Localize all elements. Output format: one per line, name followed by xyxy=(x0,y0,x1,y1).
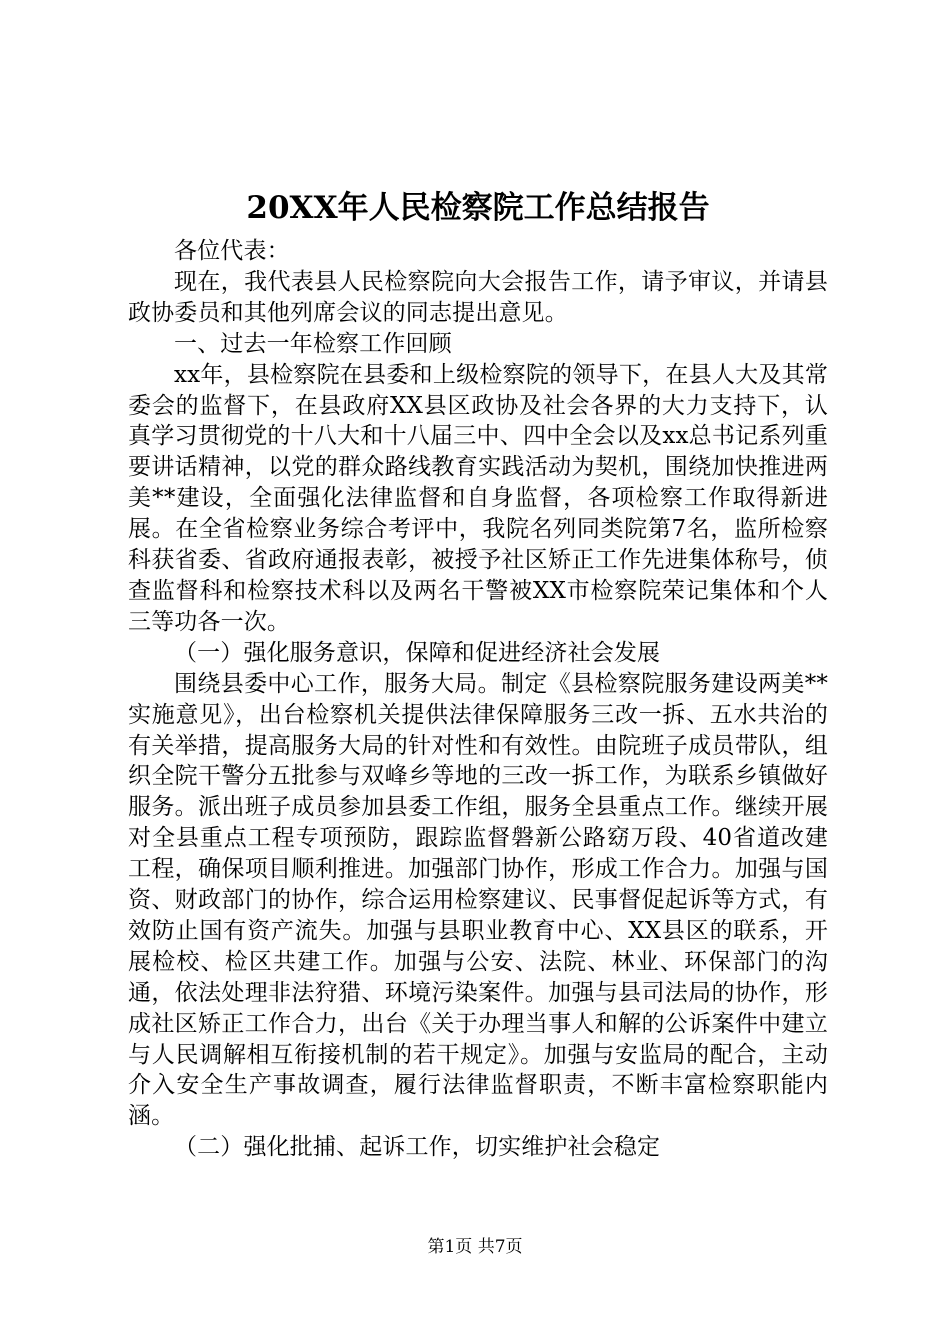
document-body xyxy=(128,236,828,1163)
paragraph-review: xx年，县检察院在县委和上级检察院的领导下，在县人大及其常委会的监督下，在县政府XX县区政协及社会各界的大力支持下，认真学习贯彻党的十八大和十八届三中、四中全会以及xx总书记系列重要讲话精神，以党的群众路线教育实践活动为契机，围绕加快推进两美**建设，全面强化法律监督和自身监督，各项检察工作取得新进展。在全省检察业务综合考评中，我院名列同类院第7名，监所检察科获省委、省政府通报表彰，被授予社区矫正工作先进集体称号，侦查监督科和检察技术科以及两名干警被XX市检察院荣记集体和个人三等功各一次。 xyxy=(128,361,828,635)
subsection-heading-2: （二）强化批捕、起诉工作，切实维护社会稳定 xyxy=(174,1134,661,1161)
section-heading-1: 一、过去一年检察工作回顾 xyxy=(174,330,452,357)
paragraph-intro: 现在，我代表县人民检察院向大会报告工作，请予审议，并请县政协委员和其他列席会议的同志提出意见。 xyxy=(128,268,828,326)
paragraph-service: 围绕县委中心工作，服务大局。制定《县检察院服务建设两美**实施意见》，出台检察机关提供法律保障服务三改一拆、五水共治的有关举措，提高服务大局的针对性和有效性。由院班子成员带队，组织全院干警分五批参与双峰乡等地的三改一拆工作，为联系乡镇做好服务。派出班子成员参加县委工作组，服务全县重点工作。继续开展对全县重点工程专项预防，跟踪监督磐新公路窈万段、40省道改建工程，确保项目顺利推进。加强部门协作，形成工作合力。加强与国资、财政部门的协作，综合运用检察建议、民事督促起诉等方式，有效防止国有资产流失。加强与县职业教育中心、XX县区的联系，开展检校、检区共建工作。加强与公安、法院、林业、环保部门的沟通，依法处理非法狩猎、环境污染案件。加强与县司法局的协作，形成社区矫正工作合力，出台《关于办理当事人和解的公诉案件中建立与人民调解相互衔接机制的若干规定》。加强与安监局的配合，主动介入安全生产事故调查，履行法律监督职责，不断丰富检察职能内涵。 xyxy=(128,670,828,1130)
subsection-heading-1: （一）强化服务意识，保障和促进经济社会发展 xyxy=(174,639,661,666)
document-title: 20XX年人民检察院工作总结报告 xyxy=(246,190,710,226)
salutation: 各位代表： xyxy=(174,238,290,264)
page-footer: 第1页 共7页 xyxy=(427,1237,523,1257)
